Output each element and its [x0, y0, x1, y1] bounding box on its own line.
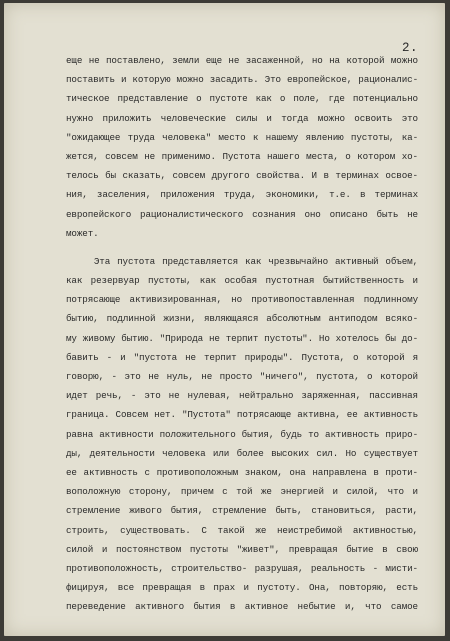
- paragraph: [66, 51, 418, 243]
- paragraph: [66, 252, 418, 617]
- text-line: тическое представление о пустоте как о поле, где потенциально: [66, 93, 418, 105]
- text-line: стремление живого бытия, стремление быть, становиться, расти,: [66, 505, 418, 517]
- text-line: силой и постоянством пустоты "живет", превращая бытие в свою: [66, 543, 418, 555]
- text-line: идет речь, - это не нулевая, нейтрально заряженная, пассивная: [66, 390, 418, 402]
- typewritten-page: [4, 3, 445, 636]
- text-line: "ожидающее труда человека" место к нашему явлению пустоты, ка-: [66, 131, 418, 143]
- text-line: поставить и которую можно засадить. Это европейское, рационалис-: [66, 74, 418, 86]
- text-line: может.: [66, 227, 99, 239]
- text-line: европейского рационалистического сознания оно описано быть не: [66, 208, 418, 220]
- text-line: телось бы сказать, совсем другого свойства. И в терминах освое-: [66, 170, 418, 182]
- text-line: ния, заселения, приложения труда, экономики, т.е. в терминах: [66, 189, 418, 201]
- text-line: строить, существовать. С такой же неистребимой активностью,: [66, 524, 418, 536]
- text-line: говорю, - это не нуль, не просто "ничего", пустота, о которой: [66, 371, 418, 382]
- text-line: му живому бытию. "Природа не терпит пустоты". Но хотелось бы до-: [66, 332, 418, 344]
- text-line: бытию, подлинной жизни, являющаяся абсолютным антиподом всяко-: [66, 313, 418, 325]
- text-line: равна активности положительного бытия, будь то активность приро-: [66, 428, 418, 440]
- text-line: как резервуар пустоты, как особая пустотная бытийственность и: [66, 275, 418, 287]
- text-line: воположную сторону, причем с той же энергией и силой, что и: [66, 486, 418, 498]
- text-line: нужно приложить человеческие силы и тогда можно освоить это: [66, 112, 418, 124]
- body-text: [66, 51, 418, 616]
- text-line: переведение активного бытия в активное небытие и, что самое: [66, 601, 418, 613]
- text-line: жется, совсем не применимо. Пустота нашего места, о котором хо-: [66, 150, 418, 162]
- text-line: фицируя, все превращая в прах и пустоту. Она, повторяю, есть: [66, 582, 418, 594]
- text-line: еще не поставлено, земли еще не засаженной, но на которой можно: [66, 55, 418, 66]
- text-line: Эта пустота представляется как чрезвычайно активный объем,: [66, 255, 418, 267]
- text-line: противоположность, строительство- разрушая, реальность - мисти-: [66, 562, 418, 574]
- text-line: потрясающе активизированная, но противопоставленная подлинному: [66, 294, 418, 306]
- text-line: граница. Совсем нет. "Пустота" потрясающе активна, ее активность: [66, 409, 418, 421]
- text-line: ды, деятельности человека или более высоких сил. Но существует: [66, 447, 418, 459]
- text-line: бавить - и "пустота не терпит природы". Пустота, о которой я: [66, 351, 418, 363]
- page-number: 2.: [402, 41, 419, 55]
- text-line: ее активность с противоположным знаком, она направлена в проти-: [66, 466, 418, 478]
